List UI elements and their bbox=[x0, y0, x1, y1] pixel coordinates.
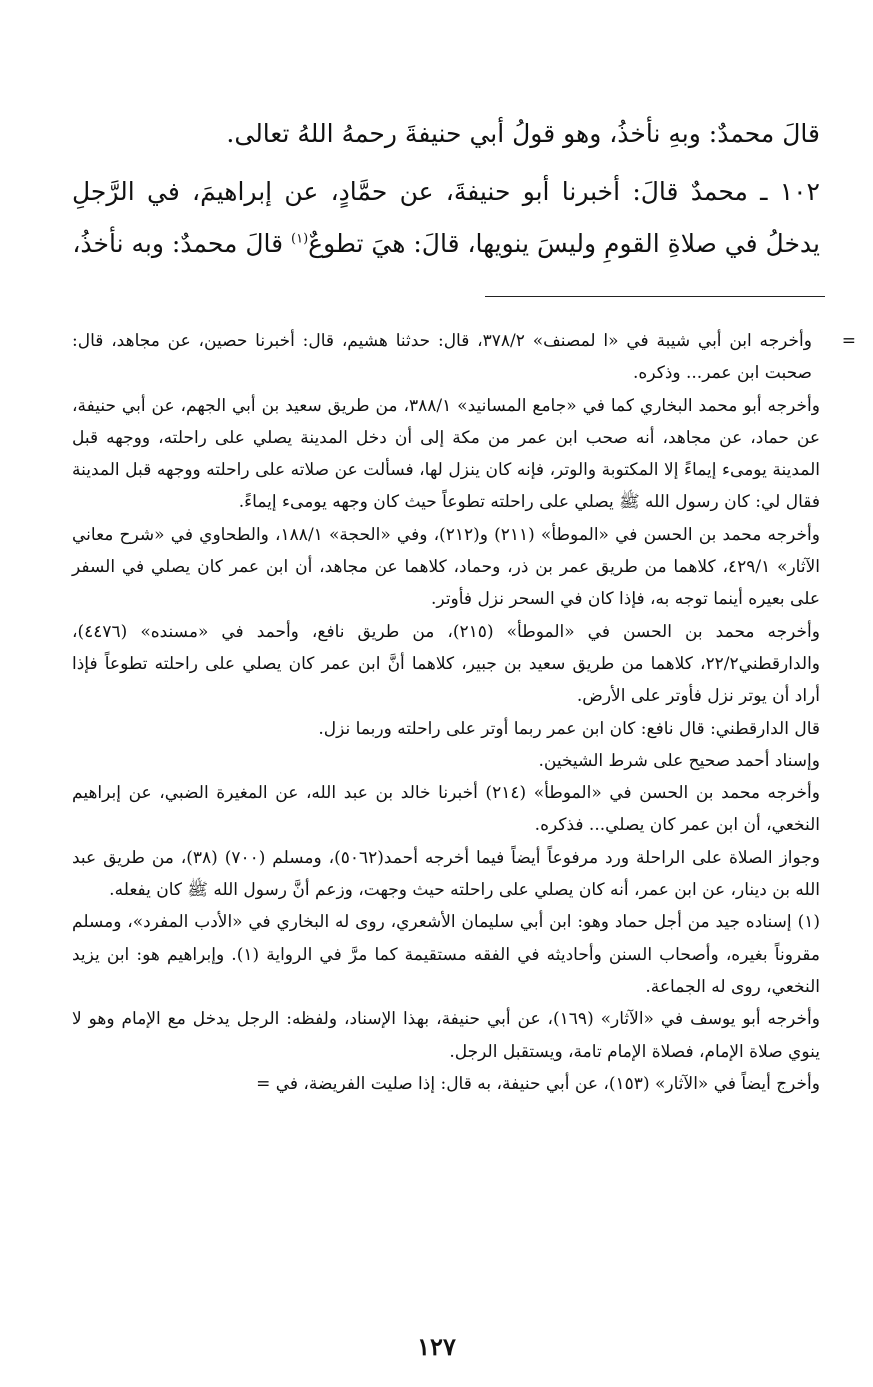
footnotes bbox=[72, 325, 820, 1100]
hadith-text: ١٠٢ ـ محمدٌ قالَ: أخبرنا أبو حنيفةَ، عن حمَّادٍ، عن إبراهيمَ، في الرَّجلِ يدخلُ في صلاةِ القومِ وليسَ ينويها، قالَ: هيَ تطوعٌ bbox=[72, 177, 820, 258]
hadith-text-end: قالَ محمدٌ: وبه نأخذُ، bbox=[72, 229, 292, 258]
note-paragraph: وأخرج أيضاً في «الآثار» (١٥٣)، عن أبي حنيفة، به قال: إذا صليت الفريضة، في = bbox=[256, 1073, 820, 1094]
footnote-number: (١) bbox=[797, 912, 820, 933]
note-paragraph: وأخرجه أبو يوسف في «الآثار» (١٦٩)، عن أبي حنيفة، بهذا الإسناد، ولفظه: الرجل يدخل مع الإمام وهو لا ينوي صلاة الإمام، فصلاة الإمام تامة، ويستقبل الرجل. bbox=[72, 1009, 820, 1062]
note-paragraph: وأخرجه محمد بن الحسن في «الموطأ» (٢١١) و(٢١٢)، وفي «الحجة» ١٨٨/١، والطحاوي في «شرح معاني الآثار» ٤٢٩/١، كلاهما من طريق عمر بن ذر، وحماد، كلاهما عن مجاهد، أن ابن عمر كان يصلي في السفر على بعيره أينما توجه به، فإذا كان في السحر نزل فأوتر. bbox=[72, 524, 821, 610]
footnote-divider bbox=[485, 296, 825, 297]
note-paragraph: وجواز الصلاة على الراحلة ورد مرفوعاً أيضاً فيما أخرجه أحمد(٥٠٦٢)، ومسلم (٧٠٠) (٣٨)، من طريق عبد الله بن دينار، عن ابن عمر، أنه كان يصلي على راحلته حيث وجهت، وزعم أنَّ رسول الله ﷺ كان يفعله. bbox=[72, 847, 820, 901]
note-paragraph: وأخرجه محمد بن الحسن في «الموطأ» (٢١٥)، من طريق نافع، وأحمد في «مسنده» (٤٤٧٦)، والدارقطني٢٢/٢، كلاهما من طريق سعيد بن جبير، كلاهما أنَّ ابن عمر كان يصلي على راحلته تطوعاً فإذا أراد أن يوتر نزل فأوتر على الأرض. bbox=[72, 621, 820, 707]
main-text bbox=[72, 108, 820, 270]
main-paragraph: قالَ محمدٌ: وبهِ نأخذُ، وهو قولُ أبي حنيفةَ رحمهُ اللهُ تعالى. bbox=[226, 119, 820, 148]
footnote-text: إسناده جيد من أجل حماد وهو: ابن أبي سليمان الأشعري، روى له البخاري في «الأدب المفرد»، ومسلم مقروناً بغيره، وأصحاب السنن وأحاديثه في الفقه مستقيمة كما مرَّ في الرواية (١). وإبراهيم هو: ابن يزيد النخعي، روى له الجماعة. bbox=[72, 912, 820, 997]
note-paragraph: وأخرجه محمد بن الحسن في «الموطأ» (٢١٤) أخبرنا خالد بن عبد الله، عن المغيرة الضبي، عن إبراهيم النخعي، أن ابن عمر كان يصلي... فذكره. bbox=[72, 783, 820, 836]
page-number: ١٢٧ bbox=[417, 1332, 456, 1361]
note-paragraph: وإسناد أحمد صحيح على شرط الشيخين. bbox=[538, 750, 820, 771]
note-paragraph: = وأخرجه ابن أبي شيبة في «ا لمصنف» ٣٧٨/٢، قال: حدثنا هشيم، قال: أخبرنا حصين، عن مجاهد، قال: صحبت ابن عمر... وذكره. bbox=[72, 325, 820, 390]
footnote-ref[interactable]: (١) bbox=[291, 231, 309, 247]
main-paragraph-hadith bbox=[72, 166, 820, 270]
footnote-paragraph bbox=[72, 906, 820, 1003]
note-paragraph: وأخرجه أبو محمد البخاري كما في «جامع المسانيد» ٣٨٨/١، من طريق سعيد بن أبي الجهم، عن أبي حنيفة، عن حماد، عن مجاهد، أنه صحب ابن عمر من مكة إلى أن دخل المدينة يصلي على راحلته، ووجهه قبل المدينة يومىء إيماءً إلا المكتوبة والوتر، فإنه كان ينزل لها، فسألت عن صلاته على راحلته ووجهه قبل المدينة فقال لي: كان رسول الله ﷺ يصلي على راحلته تطوعاً حيث كان وجهه يومىء إيماءً. bbox=[72, 395, 820, 513]
note-paragraph: قال الدارقطني: قال نافع: كان ابن عمر ربما أوتر على راحلته وربما نزل. bbox=[318, 718, 820, 739]
